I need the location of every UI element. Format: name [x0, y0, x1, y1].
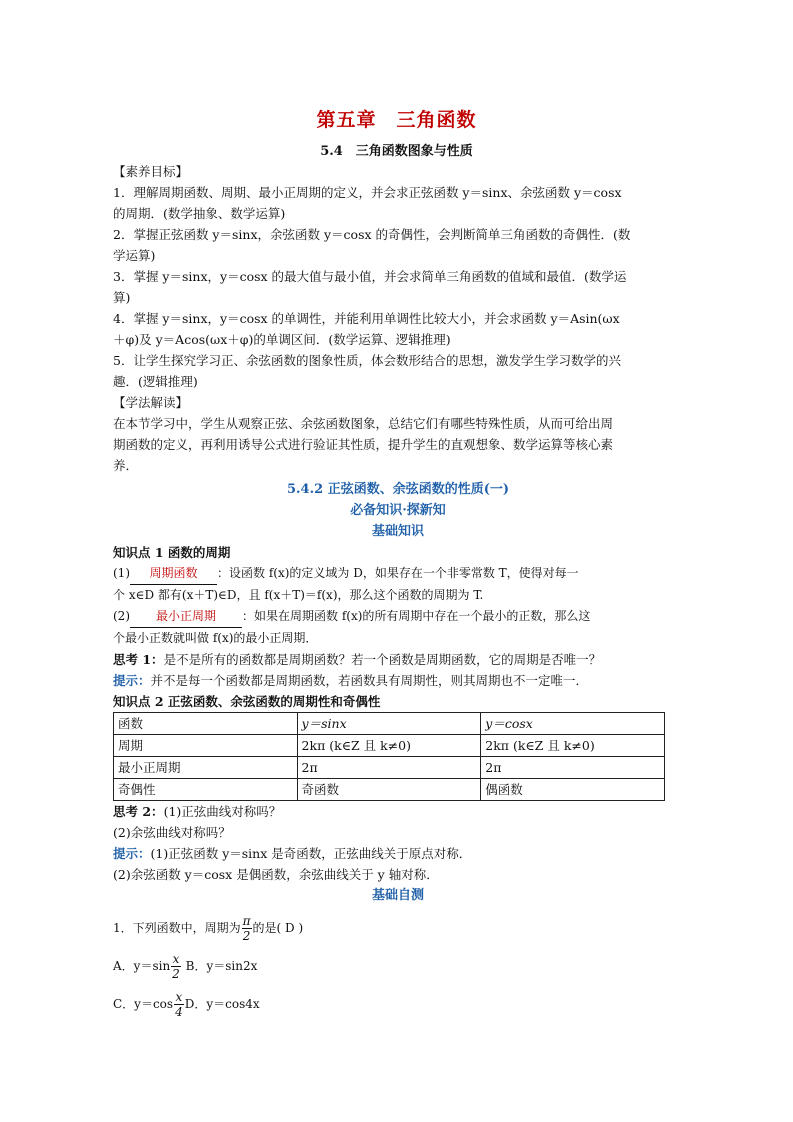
option-b: B．y＝sin2x [185, 959, 258, 973]
kp1-title: 知识点 1 函数的周期 [113, 545, 231, 560]
table-row [114, 735, 665, 757]
chapter-title: 第五章 三角函数 [316, 109, 477, 131]
hint-label: 提示： [113, 846, 151, 861]
frac-denominator: 2 [172, 967, 180, 981]
think1-hint [113, 670, 683, 691]
goal-line: 3．掌握 y＝sinx，y＝cosx 的最大值与最小值，并会求简单三角函数的值域和最值．(数学运 [113, 269, 627, 284]
question-text: 的是( D ) [252, 921, 304, 935]
kp1-text: ：设函数 f(x)的定义域为 D，如果存在一个非零常数 T，使得对每一 [217, 566, 579, 580]
basic-heading: 基础知识 [371, 524, 424, 539]
goal-line: 学运算) [113, 248, 156, 263]
sub-heading: 必备知识·探新知 [350, 503, 446, 518]
option-a: A．y＝sin [113, 959, 171, 973]
hint-text: (1)正弦函数 y＝sinx 是奇函数，正弦曲线关于原点对称． [150, 846, 472, 861]
think2 [113, 801, 683, 822]
kp1-line3 [113, 606, 683, 628]
table-row [114, 779, 665, 801]
table-cell [481, 713, 665, 735]
kp1-text: ：如果在周期函数 f(x)的所有周期中存在一个最小的正数，那么这 [242, 609, 591, 623]
kp1-line2: 个 x∈D 都有(x＋T)∈D，且 f(x＋T)＝f(x)，那么这个函数的周期为 T. [113, 588, 484, 602]
table-cell: 奇偶性 [114, 779, 298, 801]
property-table [113, 712, 665, 801]
think-text: 是不是所有的函数都是周期函数？若一个函数是周期函数，它的周期是否唯一？ [163, 652, 602, 667]
method-line: 养． [113, 458, 139, 473]
cell-text: y＝sinx [301, 716, 347, 731]
frac-numerator: x [175, 990, 183, 1004]
goals-header: 【素养目标】 [113, 164, 189, 179]
goal-line: 5．让学生探究学习正、余弦函数的图象性质，体会数形结合的思想，激发学生学习数学的兴 [113, 353, 621, 368]
kp1-line1 [113, 563, 683, 585]
kp2-title: 知识点 2 正弦函数、余弦函数的周期性和奇偶性 [113, 694, 381, 709]
cell-text: y＝cosx [485, 716, 533, 731]
frac-denominator: 2 [242, 929, 251, 943]
goal-line: 算) [113, 290, 131, 305]
method-line: 期函数的定义，再利用诱导公式进行验证其性质，提升学生的直观想象、数学运算等核心素 [113, 437, 614, 452]
hint-text: 并不是每一个函数都是周期函数，若函数具有周期性，则其周期也不一定唯一． [150, 673, 589, 688]
think2-a2: (2)余弦函数 y＝cosx 是偶函数，余弦曲线关于 y 轴对称． [113, 867, 439, 882]
think-label: 思考 1： [113, 652, 164, 667]
option-d: D．y＝cos4x [184, 997, 260, 1011]
goal-line: 1．理解周期函数、周期、最小正周期的定义，并会求正弦函数 y＝sinx、余弦函数 y＝cosx [113, 185, 622, 200]
option-c: C．y＝cos [113, 997, 174, 1011]
goal-line: 的周期．(数学抽象、数学运算) [113, 206, 286, 221]
think-label: 思考 2： [113, 804, 164, 819]
question-text: 1．下列函数中，周期为 [113, 921, 241, 935]
think2-q2: (2)余弦曲线对称吗？ [113, 825, 231, 840]
kp1-line4: 个最小正数就叫做 f(x)的最小正周期． [113, 631, 318, 645]
goal-line: ＋φ)及 y＝Acos(ωx＋φ)的单调区间．(数学运算、逻辑推理) [113, 332, 451, 347]
table-cell: 2π [297, 757, 481, 779]
section-title: 5.4 三角函数图象与性质 [320, 144, 473, 159]
question-1 [113, 912, 683, 944]
table-cell: 周期 [114, 735, 298, 757]
frac-denominator: 4 [175, 1005, 183, 1019]
self-test-heading: 基础自测 [371, 888, 424, 903]
table-cell: 函数 [114, 713, 298, 735]
method-line: 在本节学习中，学生从观察正弦、余弦函数图象，总结它们有哪些特殊性质，从而可给出周 [113, 416, 614, 431]
table-cell: 奇函数 [297, 779, 481, 801]
frac-numerator: π [242, 914, 251, 928]
fraction [171, 952, 181, 981]
think-text: (1)正弦曲线对称吗？ [163, 804, 282, 819]
options-ab [113, 950, 683, 982]
think1 [113, 649, 683, 670]
subsection-title: 5.4.2 正弦函数、余弦函数的性质(一) [286, 482, 510, 497]
table-cell: 2kπ (k∈Z 且 k≠0) [481, 735, 665, 757]
answer-blank: 最小正周期 [130, 606, 242, 628]
frac-numerator: x [172, 952, 180, 966]
table-cell: 最小正周期 [114, 757, 298, 779]
goal-line: 趣．(逻辑推理) [113, 374, 198, 389]
kp1-label: (2) [113, 609, 130, 623]
method-header: 【学法解读】 [113, 395, 189, 410]
fraction [174, 990, 184, 1019]
table-cell [297, 713, 481, 735]
table-cell: 偶函数 [481, 779, 665, 801]
table-row [114, 757, 665, 779]
answer-blank: 周期函数 [130, 563, 217, 585]
goal-line: 2．掌握正弦函数 y＝sinx，余弦函数 y＝cosx 的奇偶性，会判断简单三角函数的奇偶性．(数 [113, 227, 631, 242]
goal-line: 4．掌握 y＝sinx，y＝cosx 的单调性，并能利用单调性比较大小，并会求函数 y＝Asin(ωx [113, 311, 620, 326]
fraction [242, 914, 252, 943]
table-cell: 2kπ (k∈Z 且 k≠0) [297, 735, 481, 757]
table-header-row [114, 713, 665, 735]
table-cell: 2π [481, 757, 665, 779]
hint-label: 提示： [113, 673, 151, 688]
options-cd [113, 988, 683, 1020]
think2-hint [113, 843, 683, 864]
kp1-label: (1) [113, 566, 130, 580]
document-body [113, 161, 683, 1020]
